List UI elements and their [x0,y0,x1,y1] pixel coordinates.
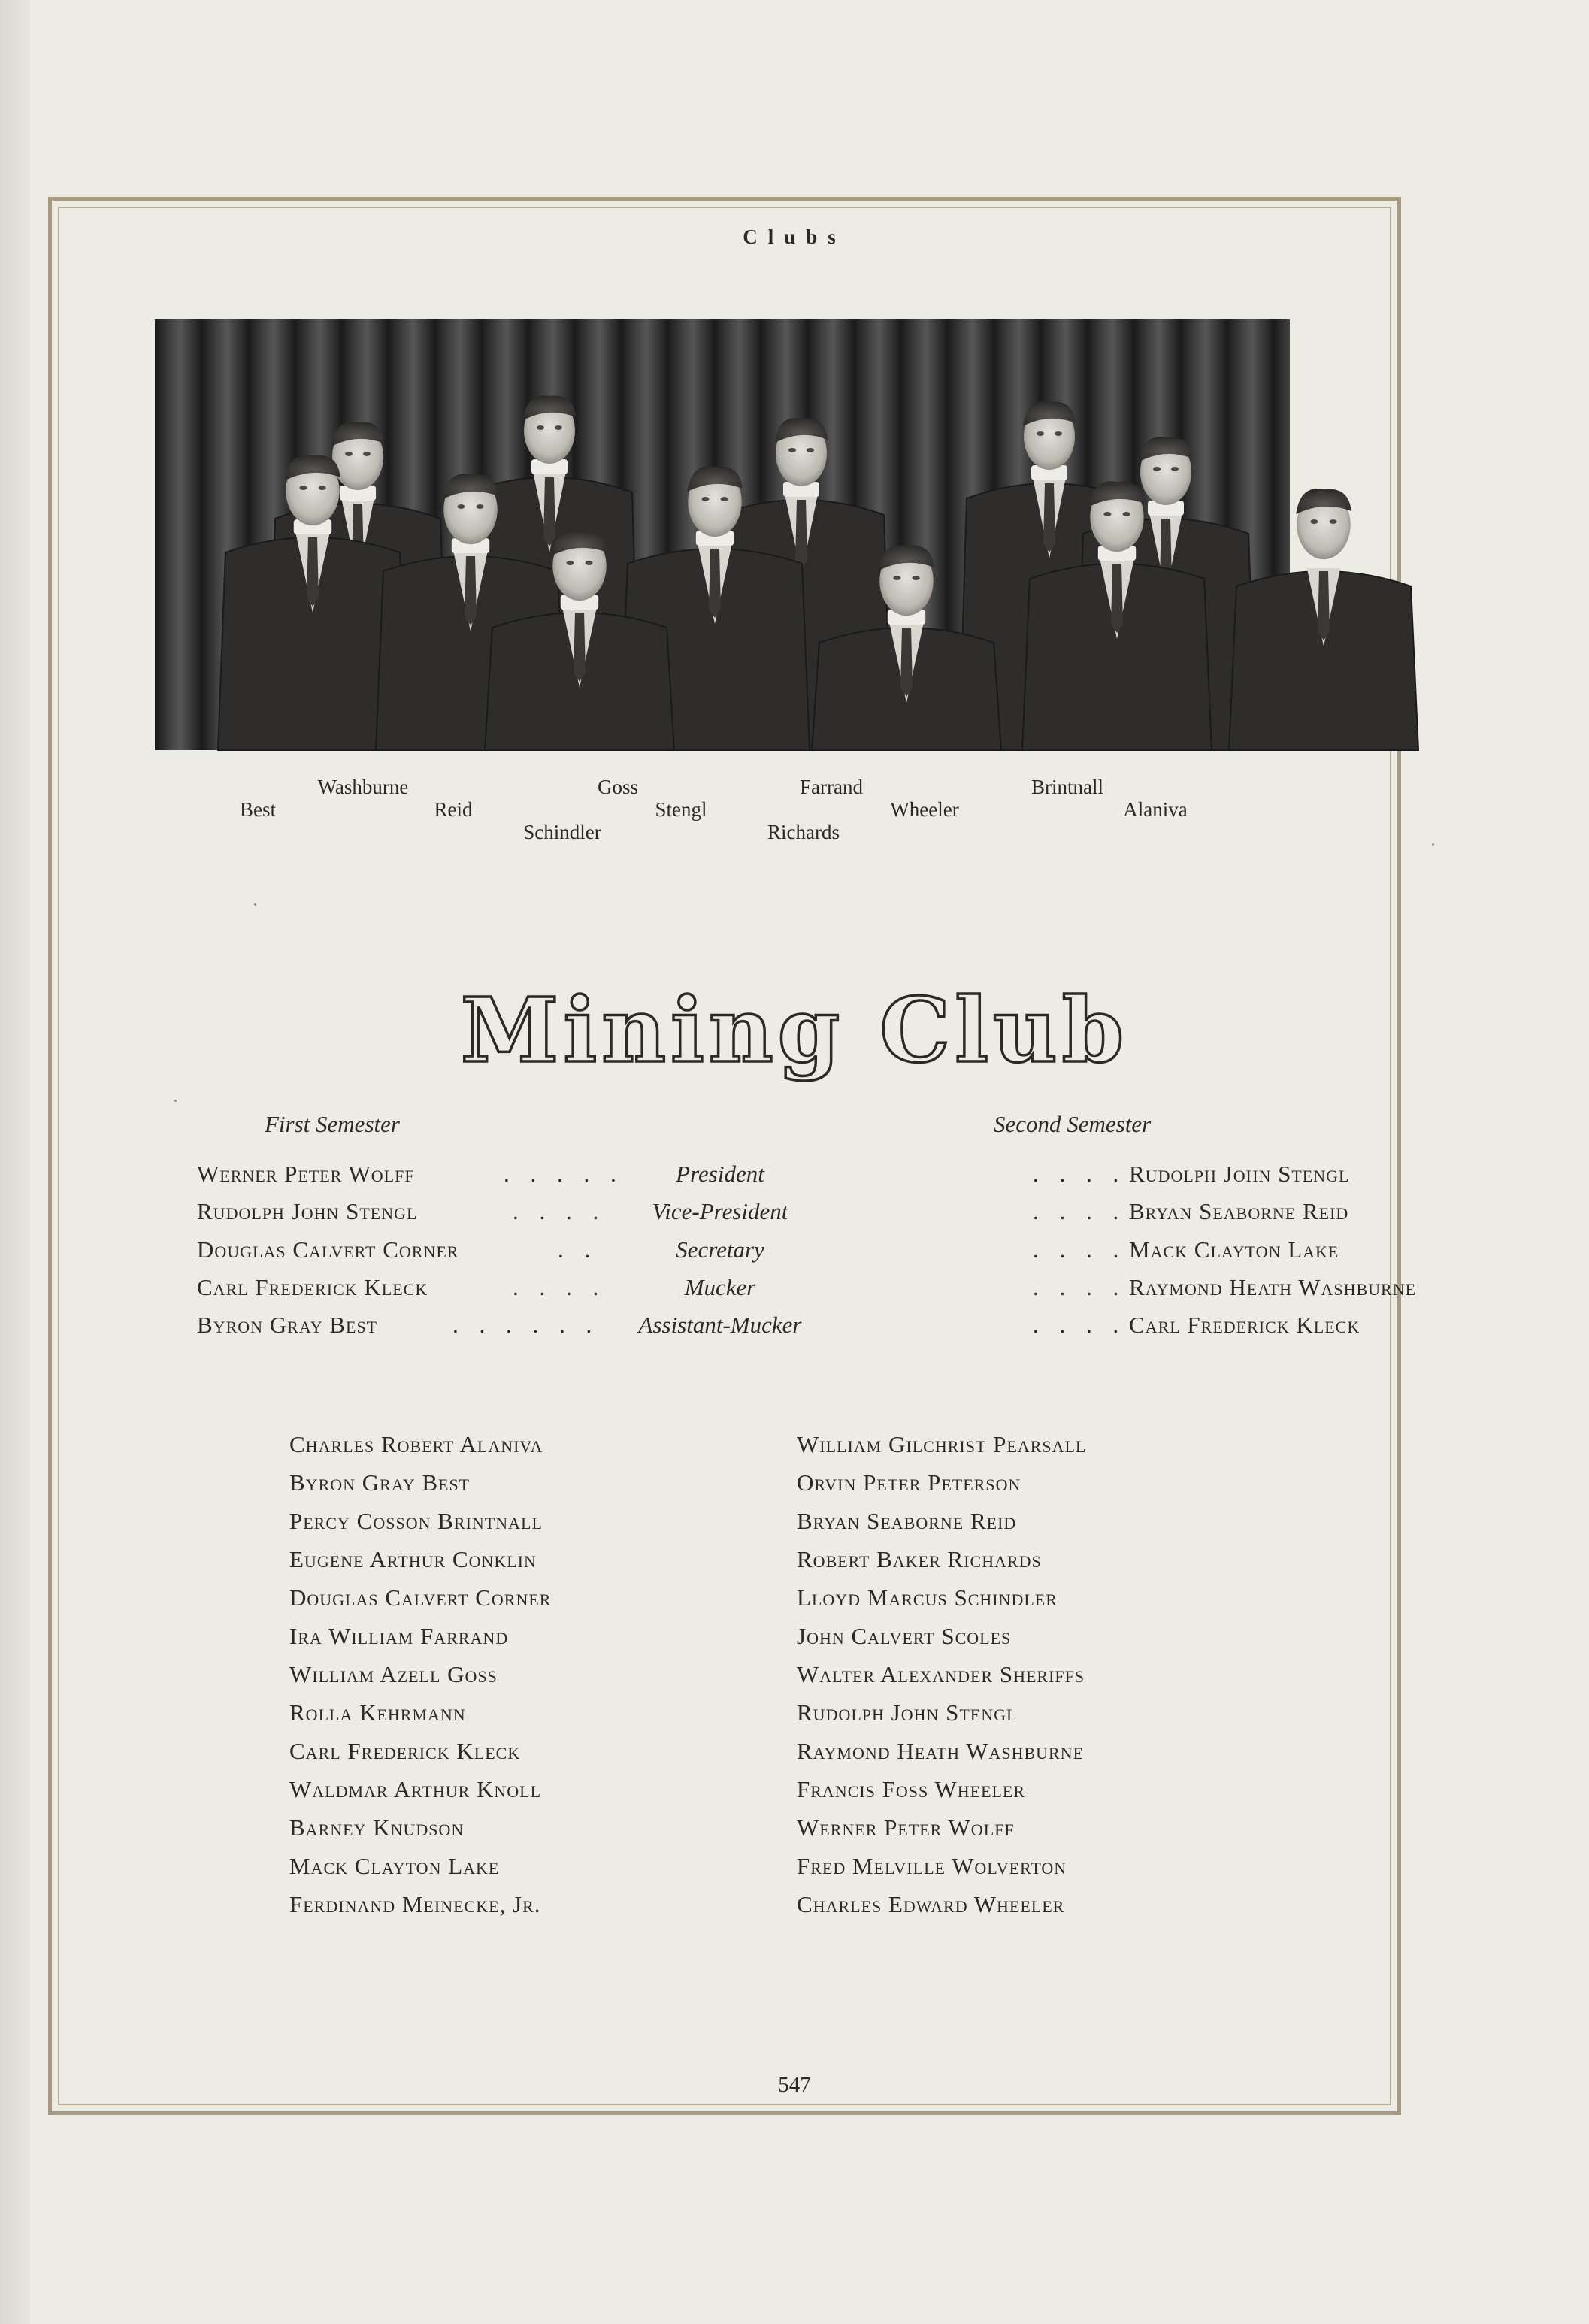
member-name: Percy Cosson Brintnall [289,1508,543,1534]
first-semester-officer: Werner Peter Wolff [197,1160,415,1187]
caption-name: Richards [767,821,840,843]
group-photo-image [155,319,1290,750]
member-name: Rudolph John Stengl [797,1699,1018,1726]
first-semester-heading: First Semester [265,1111,400,1137]
caption-name: Washburne [317,776,409,798]
paper-speck [254,903,256,906]
member-name: Ferdinand Meinecke, Jr. [289,1891,541,1917]
leader-dots: . . . . . . [452,1312,600,1338]
first-semester-officer: Byron Gray Best [197,1312,378,1338]
officer-row [197,1312,1360,1349]
page-number: 547 [778,2073,811,2097]
officer-row [197,1274,1417,1312]
member-name: Lloyd Marcus Schindler [797,1584,1058,1611]
member-name: Fred Melville Wolverton [797,1853,1067,1879]
paper-speck [174,1100,177,1102]
club-title-text: Mining Club [460,978,1129,1082]
leader-dots: . . . . [513,1274,607,1300]
officer-row [197,1160,1350,1198]
member-name: Charles Robert Alaniva [289,1431,543,1457]
caption-name: Reid [434,798,473,821]
office-title: Assistant-Mucker [638,1312,802,1338]
member-name: Rolla Kehrmann [289,1699,466,1726]
leader-dots: . . . . [1033,1160,1127,1187]
caption-name: Brintnall [1031,776,1103,798]
leader-dots: . . . . [1033,1198,1127,1224]
first-semester-officer: Carl Frederick Kleck [197,1274,428,1300]
office-title: Vice-President [652,1198,788,1224]
caption-name: Wheeler [890,798,959,821]
blackletter-title [460,977,1129,1090]
first-semester-officer: Rudolph John Stengl [197,1198,418,1224]
caption-name: Alaniva [1123,798,1188,821]
member-name: Francis Foss Wheeler [797,1776,1026,1802]
member-name: Byron Gray Best [289,1469,471,1496]
office-title: Secretary [676,1236,764,1263]
caption-name: Schindler [523,821,601,843]
paper-speck [1432,843,1434,846]
officer-row [197,1236,1339,1274]
leader-dots: . . . . [1033,1312,1127,1338]
officer-row [197,1198,1349,1236]
caption-name: Best [239,798,277,821]
leader-dots: . . . . [1033,1236,1127,1263]
member-name: Orvin Peter Peterson [797,1469,1021,1496]
caption-name: Stengl [655,798,707,821]
second-semester-officer: Raymond Heath Washburne [1129,1274,1417,1300]
member-name: William Azell Goss [289,1661,498,1687]
member-name: William Gilchrist Pearsall [797,1431,1087,1457]
member-name: John Calvert Scoles [797,1623,1012,1649]
club-title [0,977,1589,1094]
first-semester-officer: Douglas Calvert Corner [197,1236,459,1263]
member-name: Mack Clayton Lake [289,1853,500,1879]
second-semester-officer: Mack Clayton Lake [1129,1236,1339,1263]
member-name: Barney Knudson [289,1814,465,1841]
member-name: Waldmar Arthur Knoll [289,1776,542,1802]
member-name: Werner Peter Wolff [797,1814,1015,1841]
member-name: Ira William Farrand [289,1623,509,1649]
caption-name: Goss [597,776,639,798]
group-photograph [155,319,1290,750]
member-name: Carl Frederick Kleck [289,1738,521,1764]
member-name: Walter Alexander Sheriffs [797,1661,1085,1687]
leader-dots: . . . . [1033,1274,1127,1300]
running-head: Clubs [743,225,846,248]
second-semester-officer: Bryan Seaborne Reid [1129,1198,1349,1224]
leader-dots: . . . . . [504,1160,624,1187]
caption-name: Farrand [800,776,863,798]
second-semester-officer: Carl Frederick Kleck [1129,1312,1360,1338]
page-gutter-shadow [0,0,30,2324]
member-name: Raymond Heath Washburne [797,1738,1085,1764]
member-name: Robert Baker Richards [797,1546,1042,1572]
member-name: Eugene Arthur Conklin [289,1546,537,1572]
member-name: Douglas Calvert Corner [289,1584,552,1611]
office-title: President [676,1160,764,1187]
leader-dots: . . . . [513,1198,607,1224]
member-name: Charles Edward Wheeler [797,1891,1065,1917]
member-name: Bryan Seaborne Reid [797,1508,1017,1534]
office-title: Mucker [684,1274,756,1300]
second-semester-officer: Rudolph John Stengl [1129,1160,1350,1187]
second-semester-heading: Second Semester [994,1111,1152,1137]
leader-dots: . . [558,1236,598,1263]
